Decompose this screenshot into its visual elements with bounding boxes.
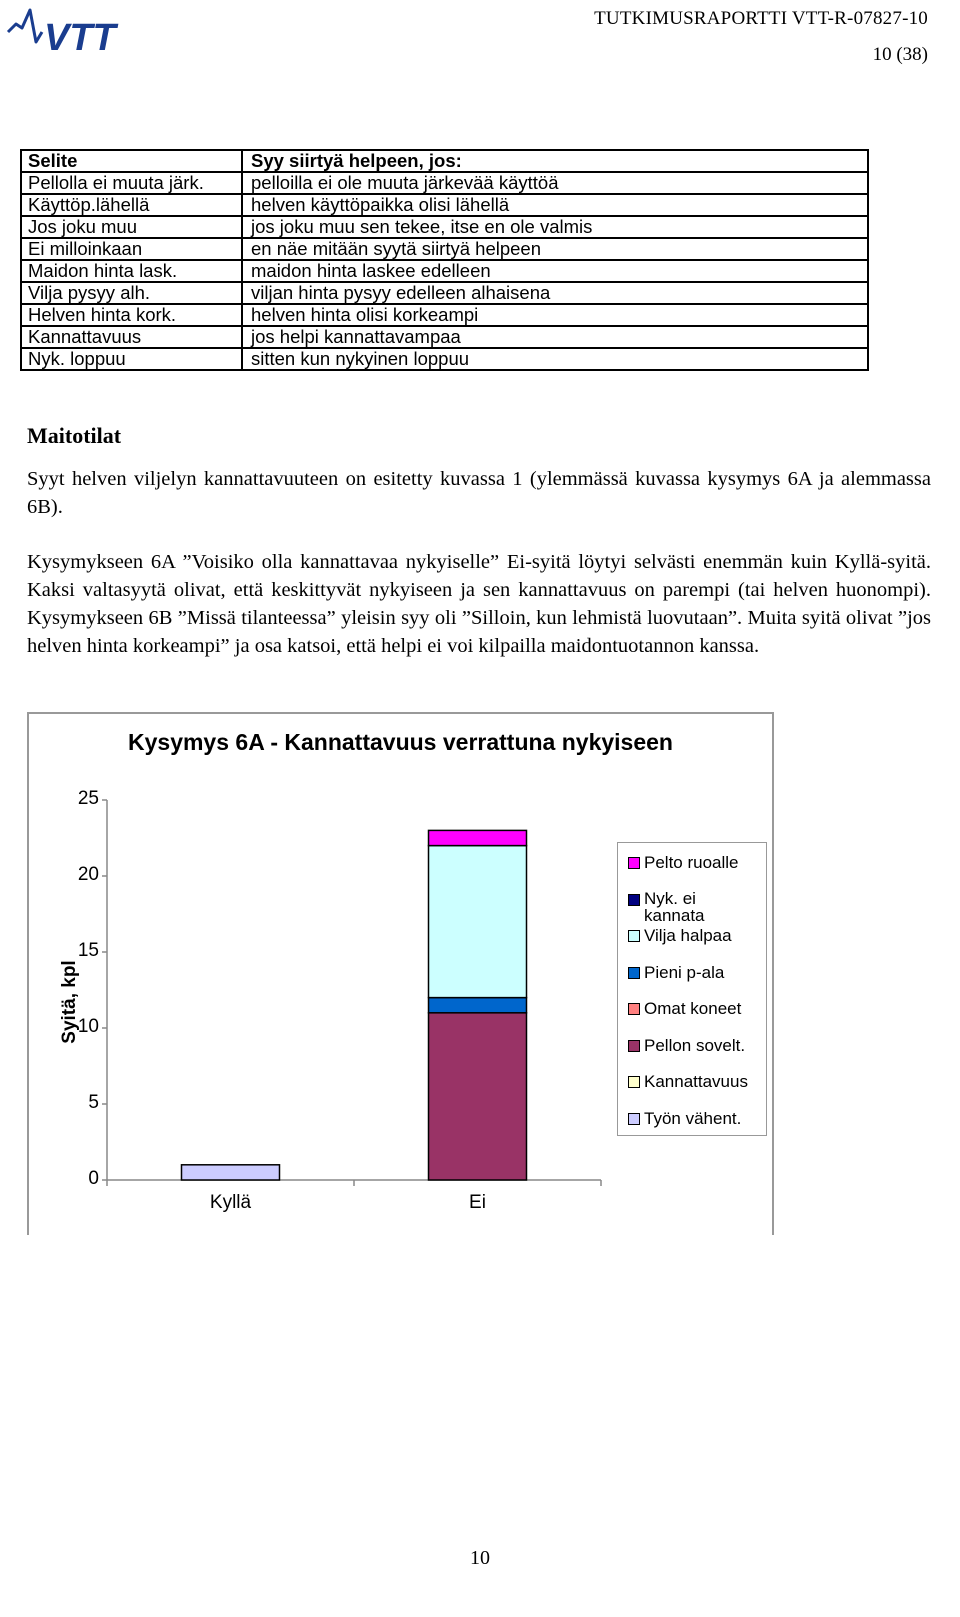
x-category-label: Ei (469, 1192, 486, 1213)
legend-table-row (21, 348, 868, 370)
legend-description-cell: helven käyttöpaikka olisi lähellä (242, 194, 868, 216)
legend-table-row (21, 304, 868, 326)
legend-description-cell: jos helpi kannattavampaa (242, 326, 868, 348)
legend-item (628, 926, 764, 946)
legend-description-cell: viljan hinta pysyy edelleen alhaisena (242, 282, 868, 304)
legend-item (628, 1036, 764, 1056)
paragraph-1: Syyt helven viljelyn kannattavuuteen on esitetty kuvassa 1 (ylemmässä kuvassa kysymys 6A ja alemmassa 6B). (27, 468, 931, 518)
legend-code-cell: Selite (21, 150, 242, 172)
svg-text:VTT: VTT (44, 17, 116, 54)
legend-swatch (628, 1003, 640, 1015)
y-axis-label: Syitä, kpl (59, 960, 80, 1044)
legend-description-cell: maidon hinta laskee edelleen (242, 260, 868, 282)
legend-table-row (21, 216, 868, 238)
legend-code-cell: Vilja pysyy alh. (21, 282, 242, 304)
legend-description-cell: Syy siirtyä helpeen, jos: (242, 150, 868, 172)
legend-swatch (628, 967, 640, 979)
legend-item (628, 1109, 764, 1129)
legend-table-row (21, 282, 868, 304)
report-id: TUTKIMUSRAPORTTI VTT-R-07827-10 (594, 8, 928, 29)
vtt-logo (6, 2, 156, 54)
legend-code-cell: Pellolla ei muuta järk. (21, 172, 242, 194)
legend-table-row (21, 172, 868, 194)
section-title: Maitotilat (27, 423, 122, 448)
legend-swatch (628, 1076, 640, 1088)
legend-description-cell: helven hinta olisi korkeampi (242, 304, 868, 326)
legend-label: Nyk. ei kannata (644, 888, 705, 925)
bar-segment (429, 1013, 527, 1180)
legend-label: Vilja halpaa (644, 926, 732, 945)
bar-segment (429, 998, 527, 1013)
chart-6a (27, 712, 774, 1235)
legend-item (628, 853, 764, 873)
legend-item (628, 963, 764, 983)
legend-item (628, 999, 764, 1019)
legend-label: Pelto ruoalle (644, 853, 739, 872)
x-category-label: Kyllä (209, 1192, 252, 1213)
page-count: 10 (38) (872, 44, 928, 65)
y-tick-label: 25 (77, 788, 99, 809)
y-tick-label: 5 (88, 1092, 99, 1113)
chart-legend (617, 842, 767, 1136)
bar-segment (429, 830, 527, 845)
legend-table-row (21, 238, 868, 260)
legend-swatch (628, 894, 640, 906)
legend-description-cell: pelloilla ei ole muuta järkevää käyttöä (242, 172, 868, 194)
legend-description-cell: jos joku muu sen tekee, itse en ole valmis (242, 216, 868, 238)
legend-item (628, 890, 764, 924)
bar-segment (182, 1165, 280, 1180)
y-tick-label: 20 (77, 864, 99, 885)
legend-item (628, 1072, 764, 1092)
legend-code-cell: Kannattavuus (21, 326, 242, 348)
legend-label: Kannattavuus (644, 1072, 748, 1091)
y-tick-label: 10 (77, 1016, 99, 1037)
legend-code-cell: Helven hinta kork. (21, 304, 242, 326)
legend-swatch (628, 930, 640, 942)
legend-label: Pieni p-ala (644, 962, 725, 982)
legend-table (20, 149, 869, 371)
legend-label: Työn vähent. (644, 1108, 742, 1128)
chart-title: Kysymys 6A - Kannattavuus verrattuna nykyiseen (128, 729, 673, 755)
legend-description-cell: en näe mitään syytä siirtyä helpeen (242, 238, 868, 260)
legend-table-header (21, 150, 868, 172)
legend-label: Pellon sovelt. (644, 1035, 746, 1055)
legend-code-cell: Käyttöp.lähellä (21, 194, 242, 216)
legend-description-cell: sitten kun nykyinen loppuu (242, 348, 868, 370)
legend-code-cell: Nyk. loppuu (21, 348, 242, 370)
legend-swatch (628, 1113, 640, 1125)
legend-label: Omat koneet (644, 999, 742, 1018)
legend-table-row (21, 194, 868, 216)
page-number: 10 (470, 1547, 490, 1569)
y-tick-label: 15 (77, 940, 99, 961)
paragraph-2: Kysymykseen 6A ”Voisiko olla kannattavaa nykyiselle” Ei-syitä löytyi selvästi enemmän kuin Kyllä-syitä. Kaksi valtasyytä olivat, että keskittyvät nykyiseen ja sen kannattavuus on parempi (tai helven huonompi). Kysymykseen 6B ”Missä tilanteessa” yleisin syy oli ”Silloin, kun lehmistä luovutaan”. Muita syitä olivat ”jos helven hinta korkeampi” ja osa katsoi, että helpi ei voi kilpailla maidontuotannon kanssa. (27, 551, 931, 657)
legend-table-row (21, 326, 868, 348)
legend-swatch (628, 1040, 640, 1052)
legend-code-cell: Ei milloinkaan (21, 238, 242, 260)
bar-segment (429, 846, 527, 998)
legend-table-row (21, 260, 868, 282)
legend-code-cell: Maidon hinta lask. (21, 260, 242, 282)
y-tick-label: 0 (88, 1168, 99, 1189)
legend-code-cell: Jos joku muu (21, 216, 242, 238)
legend-swatch (628, 857, 640, 869)
